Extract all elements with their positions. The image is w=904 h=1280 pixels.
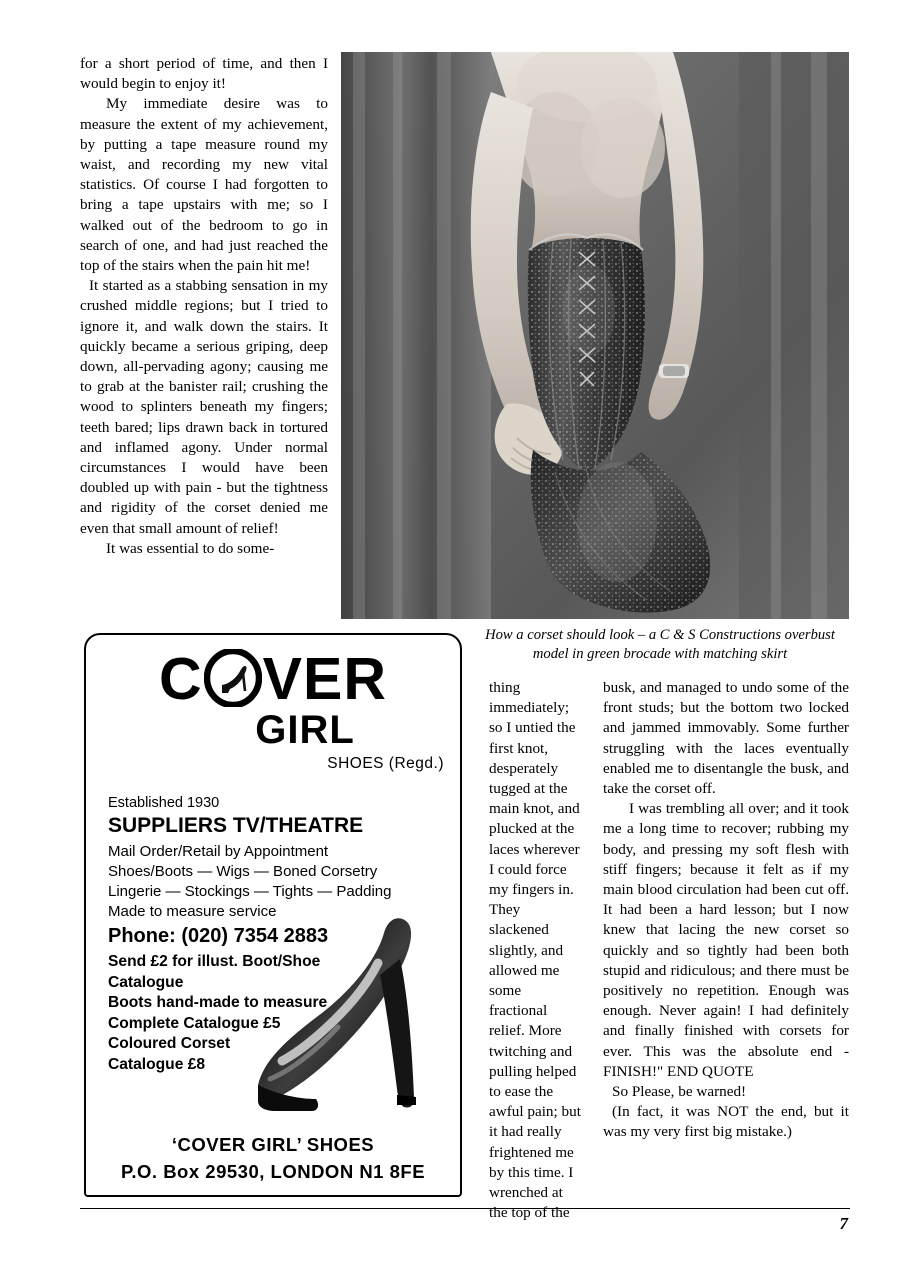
paragraph: It was essential to do some- xyxy=(106,539,275,557)
advert-line: Made to measure service xyxy=(108,903,277,920)
advert-bold-line: Catalogue xyxy=(108,973,184,991)
right-column-text xyxy=(603,678,849,1143)
advert-line: Lingerie — Stockings — Tights — Padding xyxy=(108,883,392,900)
advert-bold-line: Coloured Corset xyxy=(108,1035,231,1052)
paragraph: My immediate desire was to measure the extent of my achievement, by putting a tape measure round my waist, and recording my new vital statistics. Of course I had forgotten to bring a tape upstairs with me; so I walked out of the bedroom to go in search of one, and had just reached the top of the stairs when the pain hit me! xyxy=(80,95,328,275)
advert-body xyxy=(108,795,448,922)
left-column-text xyxy=(80,54,328,559)
paragraph: I was trembling all over; and it took me a long time to recover; rubbing my body, and pressing my soft flesh with stiff fingers; because it felt as if my main blood circulation had been cut off. It had been a hard lesson; but I now knew that lacing the new corset so quickly and so tightly had been both stupid and ridiculous; and there must be positively no repetition. Enough was enough. Never again! I had definitely and finally finished with corsets for ever. This was the absolute end - FINISH!" END QUOTE xyxy=(603,800,849,1080)
paragraph: (In fact, it was NOT the end, but it was my very first big mistake.) xyxy=(603,1103,849,1141)
advert-logo-girl: GIRL xyxy=(255,708,355,752)
paragraph: busk, and managed to undo some of the front studs; but the bottom two locked and jammed immovably. Some further struggling with the laces eventually enabled me to disentangle the busk, and take the corset off. xyxy=(603,679,849,798)
advert-footer xyxy=(86,1134,460,1183)
advert-footer-name: ‘COVER GIRL’ SHOES xyxy=(171,1134,375,1155)
page-number: 7 xyxy=(839,1214,848,1233)
advert-line: Mail Order/Retail by Appointment xyxy=(108,843,329,860)
paragraph: thing immediately; so I untied the first knot, desperately tugged at the main knot, and plucked at the laces wherever I could force my fingers in. They slackened slightly, and allowed me some fractional relief. More twitching and pulling helped to ease the awful pain; but it had really frightened me by this time. I wrenched at the top of the xyxy=(489,679,581,1222)
advert-bold-line: Boots hand-made to measure xyxy=(108,994,328,1011)
advert-line: Shoes/Boots — Wigs — Boned Corsetry xyxy=(108,863,378,880)
figure-caption: How a corset should look – a C & S Constructions overbust model in green brocade with matching skirt xyxy=(485,627,835,662)
paragraph: So Please, be warned! xyxy=(612,1083,747,1101)
cover-girl-shoes-advert[interactable] xyxy=(84,633,462,1197)
advert-headline: SUPPLIERS TV/THEATRE xyxy=(108,814,364,837)
advert-footer-address: P.O. Box 29530, LONDON N1 8FE xyxy=(120,1161,426,1182)
advert-established: Established 1930 xyxy=(108,795,220,811)
advert-bold-line: Complete Catalogue £5 xyxy=(108,1014,281,1032)
corset-photograph xyxy=(341,52,849,619)
advert-bold-line: Catalogue £8 xyxy=(108,1055,206,1073)
advert-logo-subtitle: SHOES (Regd.) xyxy=(327,755,444,772)
middle-column-text xyxy=(489,678,581,1223)
shoe-in-o-icon xyxy=(204,649,262,707)
advert-phone[interactable]: Phone: (020) 7354 2883 xyxy=(108,925,329,947)
footer-rule xyxy=(80,1208,850,1209)
paragraph: for a short period of time, and then I would begin to enjoy it! xyxy=(80,55,328,93)
paragraph: It started as a stabbing sensation in my crushed middle regions; but I tried to ignore it, and walk down the stairs. It quickly became a serious griping, deep down, all-pervading agony; causing me to grab at the banister rail; crushing the wood to splinters beneath my fingers; teeth bared; lips drawn back in tortured and inflamed agony. Under normal circumstances I would have been doubled up with pain - but the tightness and rigidity of the corset denied me even that small amount of relief! xyxy=(80,277,328,537)
advert-logo-cover: C VER xyxy=(159,646,387,712)
high-heel-shoe-image xyxy=(234,909,454,1139)
advert-bold-line: Send £2 for illust. Boot/Shoe xyxy=(108,953,321,970)
advert-logo xyxy=(86,646,460,773)
